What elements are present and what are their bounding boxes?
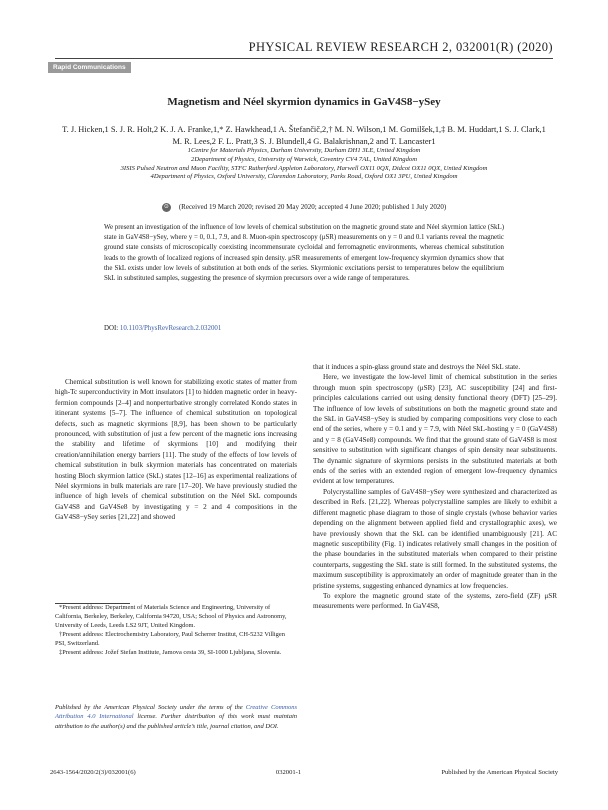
publication-note-end: license. Further distribution of this work must maintain attribution to the author(s) and the published article’s title, journal citation, and DOI. [55,713,297,730]
received-dates [0,203,608,212]
affiliation-1: 1Centre for Materials Physics, Durham University, Durham DH1 3LE, United Kingdom [187,147,421,154]
doi-link[interactable]: 10.1103/PhysRevResearch.2.032001 [119,325,222,332]
section-tag: Rapid Communications [48,62,131,73]
body-paragraph: Chemical substitution is well known for stabilizing exotic states of matter from high-Tc superconductivity in Mott insulators [1] to hidden magnetic order in heavy-fermion compounds [2–4] and nonperturbative strongly correlated Kondo states in itinerant systems [5–7]. The influence of chemical substitution on topological defects, such as magnetic skyrmions [8,9], has been shown to be particularly pronounced, with substitution of just a few percent of the magnetic ions increasing the stability and lifetime of skyrmions [10] and modifying their creation/annihilation energy barriers [11]. The study of the effects of low levels of chemical substitution in bulk skyrmion materials has concentrated on materials hosting Bloch skyrmion lattice (SkL) states [12–16] as experimental realizations of Néel skyrmions in bulk materials are rare [17–20]. We have previously studied the influence of high levels of chemical substitution on the Néel SkL compounds GaV4S8 and GaV4Se8 by investigating y = 2 and 4 compositions in the GaV4S8−ySey series [21,22] and showed [55,378,297,522]
open-access-icon: ⊙ [163,204,169,210]
journal-header: PHYSICAL REVIEW RESEARCH 2, 032001(R) (2020) [55,40,553,59]
doi-label: DOI: [104,325,119,332]
body-paragraph: To explore the magnetic ground state of the systems, zero-field (ZF) μSR measurements were performed. In GaV4S8, [313,591,557,611]
footnote: *Present address: Department of Materials Science and Engineering, University of California, Berkeley, Berkeley, California 94720, USA; School of Physics and Astronomy, University of Leeds, Leeds LS2 9JT, United Kingdom. [55,604,287,629]
page-footer [50,769,558,776]
affiliation-3: 3ISIS Pulsed Neutron and Muon Facility, STFC Rutherford Appleton Laboratory, Harwell OX11 0QX, Didcot OX11 0QX, United Kingdom [120,164,488,172]
affiliation-2: 2Department of Physics, University of Warwick, Coventry CV4 7AL, United Kingdom [191,155,417,163]
footer-publisher: Published by the American Physical Society [441,769,558,776]
doi-line [104,325,221,332]
footer-issn: 2643-1564/2020/2(3)/032001(6) [50,769,136,776]
affiliation-4: 4Department of Physics, Oxford University, Clarendon Laboratory, Parks Road, Oxford OX1 3PU, United Kingdom [150,173,458,181]
body-paragraph: Polycrystalline samples of GaV4S8−ySey were synthesized and characterized as described in Refs. [21,22]. Whereas polycrystalline samples are likely to exhibit a different magnetic phase diagram to those of single crystals (whose behavior varies depending on the alignment between applied field and crystallographic axes), we have previously shown that the SkL can be identified unambiguously [21]. AC magnetic susceptibility (Fig. 1) indicates relatively small changes in the position of the phase boundaries in the substituted materials when compared to their pristine counterparts, suggesting the SkL state is still formed. In the substituted systems, the maximum susceptibility is approximately an order of magnitude greater than in the pristine systems, suggesting enhanced dynamics at low frequencies. [313,487,557,590]
left-column [55,377,297,523]
affiliations [30,147,578,182]
received-text: (Received 19 March 2020; revised 20 May 2020; accepted 4 June 2020; published 1 July 2020) [178,203,447,212]
footnotes [55,603,297,657]
publication-note-start: Published by the American Physical Society under the terms of the [55,704,246,711]
author-list: T. J. Hicken,1 S. J. R. Holt,2 K. J. A. Franke,1,* Z. Hawkhead,1 A. Štefančič,2,† M. N. Wilson,1 M. Gomilšek,1,‡ B. M. Huddart,1 S. J. Clark,1 M. R. Lees,2 F. L. Pratt,3 S. J. Blundell,4 G. Balakrishnan,2 and T. Lancaster1 [62,125,546,146]
footer-page-number: 032001-1 [275,769,302,776]
body-paragraph: Here, we investigate the low-level limit of chemical substitution in the series through muon spin spectroscopy (μSR) [23], AC susceptibility [24] and first-principles calculations carried out using density functional theory (DFT) [25–29]. The influence of low levels of substitutions on both the magnetic ground state and the SkL in GaV4S8−ySey is studied by comparing compositions very close to each end of the series, where y = 0.1 and y = 7.9, with Néel SkL-hosting y = 0 (GaV4S8) and y = 8 (GaV4Se8) compounds. We find that the ground state of GaV4S8 is most sensitive to substitution with significant changes of spin density near substituents. The dynamic signature of skyrmions persists in the substituted materials at both ends of the series with an extended region of emergent low-frequency dynamics evident at low temperatures. [313,373,557,486]
paper-title: Magnetism and Néel skyrmion dynamics in GaV4S8−ySey [167,96,441,108]
right-column [313,362,557,612]
footnote: ‡Present address: Jožef Stefan Institute, Jamova cesta 39, SI-1000 Ljubljana, Slovenia. [59,649,282,656]
abstract: We present an investigation of the influence of low levels of chemical substitution on the magnetic ground state and Néel skyrmion lattice (SkL) state in GaV4S8−ySey, where y = 0, 0.1, 7.9, and 8. Muon-spin spectroscopy (μSR) measurements on y = 0 and 0.1 variants reveal the magnetic ground state consists of microscopically coexisting incommensurate cycloidal and ferromagnetic environments, whereas chemical substitution leads to the growth of localized regions of increased spin density. μSR measurements of emergent low-frequency skyrmion dynamics show that the SkL exists under low levels of substitution at both ends of the series. Skyrmionic excitations persist to temperatures below the equilibrium SkL in substituted samples, suggesting the presence of skyrmion precursors over a wide range of temperatures. [104,224,504,283]
publication-note [55,703,297,731]
body-paragraph: that it induces a spin-glass ground state and destroys the Néel SkL state. [313,363,521,371]
footnote: †Present address: Electrochemistry Laboratory, Paul Scherrer Institut, CH-5232 Villigen PSI, Switzerland. [55,631,285,647]
license-link[interactable]: Creative Commons Attribution 4.0 International [55,704,297,721]
